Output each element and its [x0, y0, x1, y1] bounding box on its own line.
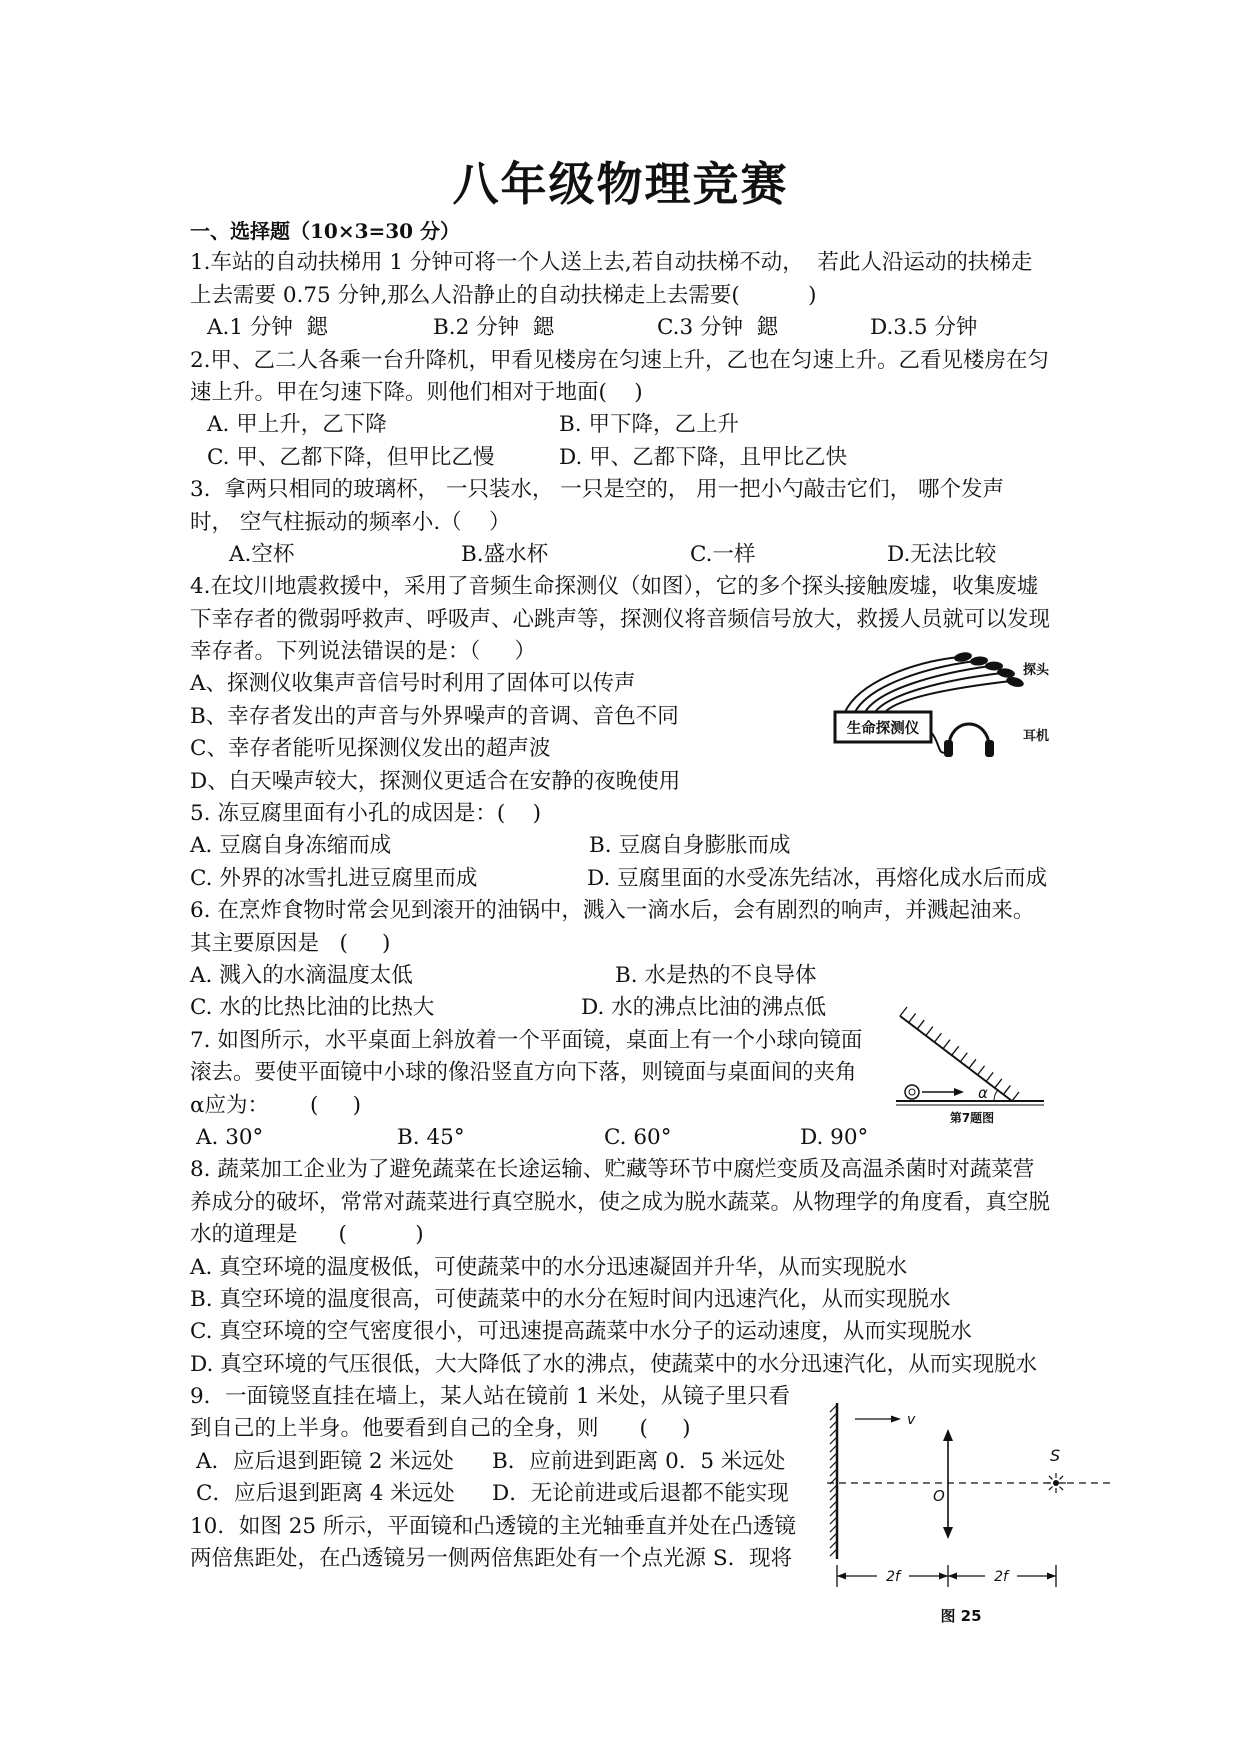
mirror-hatch-mark [952, 1046, 959, 1055]
question-5-stem-line: 5. 冻豆腐里面有小孔的成因是：( ) [190, 801, 541, 827]
option-b: B. 真空环境的温度很高，可使蔬菜中的水分在短时间内迅速汽化，从而实现脱水 [190, 1286, 951, 1312]
option-d: D.3.5 分钟 [870, 315, 978, 341]
mirror-hatch-mark [917, 1020, 924, 1029]
point-light-source [1053, 1480, 1059, 1486]
mirror-hatch-mark [986, 1072, 993, 1081]
velocity-arrowhead [891, 1416, 901, 1423]
option-c: C.一样 [690, 541, 756, 567]
headphone-band [949, 724, 989, 746]
mirror-hatching [900, 1007, 1019, 1101]
mirror-hatch-mark [960, 1053, 967, 1062]
option-d: D. 水的沸点比油的沸点低 [581, 995, 827, 1021]
life-detector-figure [833, 648, 1059, 762]
option-a: A．应后退到距镜 2 米远处 [196, 1448, 454, 1474]
question-4-stem-line: 下幸存者的微弱呼救声、呼吸声、心跳声等，探测仪将音频信号放大，救援人员就可以发现 [190, 606, 1051, 632]
question-4-stem-line: 4.在坟川地震救援中，采用了音频生命探测仪（如图），它的多个探头接触废墟，收集废墟 [190, 574, 1039, 600]
ball [905, 1085, 919, 1099]
light-ray [1060, 1487, 1064, 1491]
option-d: D. 90° [800, 1124, 869, 1150]
headphone-cup [985, 740, 994, 757]
question-7-options [190, 1122, 1090, 1154]
option-b: B．应前进到距离 0．5 米远处 [492, 1448, 786, 1474]
option-d: D．无论前进或后退都不能实现 [492, 1481, 789, 1507]
mirror-hatch-mark [995, 1079, 1002, 1088]
question-5-options [190, 863, 1090, 895]
mirror-hatch-mark [900, 1007, 907, 1016]
question-2-options [190, 409, 1090, 441]
mirror-hatch-mark [943, 1040, 950, 1049]
dimension-arrowhead [948, 1573, 957, 1580]
option-d: D. 甲、乙都下降，且甲比乙快 [559, 444, 848, 470]
option-b: B.盛水杯 [461, 541, 549, 567]
question-6-stem-line: 6. 在烹炸食物时常会见到滚开的油锅中，溅入一滴水后，会有剧烈的响声，并溅起油来。 [190, 898, 1035, 924]
page-title: 八年级物理竞赛 [452, 157, 789, 211]
mirror-lens-figure [827, 1397, 1117, 1633]
mirror-hatch-mark [926, 1027, 933, 1036]
option-d: D.无法比较 [887, 541, 997, 567]
option-a: A. 甲上升，乙下降 [207, 412, 387, 438]
option-b: B、幸存者发出的声音与外界噪声的音调、音色不同 [190, 703, 679, 729]
question-1-stem-line: 上去需要 0.75 分钟,那么人沿静止的自动扶梯走上去需要( ) [190, 282, 817, 308]
question-list [190, 215, 1090, 1575]
mirror-hatch-mark [978, 1066, 985, 1075]
option-b: B.2 分钟 鍶 [433, 315, 555, 341]
mirror-hatch-mark [909, 1014, 916, 1023]
question-5-options [190, 830, 1090, 862]
question-8-stem-line: 8. 蔬菜加工企业为了避免蔬菜在长途运输、贮藏等环节中腐烂变质及高温杀菌时对蔬菜营 [190, 1157, 1035, 1183]
question-8-stem-line: 水的道理是 ( ) [190, 1222, 424, 1248]
dimension-arrowhead [1047, 1573, 1056, 1580]
option-d: D. 豆腐里面的水受冻先结冰，再熔化成水后而成 [587, 865, 1048, 891]
distance-label-left: 2f [886, 1569, 900, 1585]
option-d: D. 真空环境的气压很低，大大降低了水的沸点，使蔬菜中的水分迅速汽化，从而实现脱水 [190, 1351, 1038, 1377]
option-c: C．应后退到距离 4 米远处 [196, 1481, 455, 1507]
question-8-stem-line: 养成分的破坏，常常对蔬菜进行真空脱水，使之成为脱水蔬菜。从物理学的角度看，真空脱 [190, 1189, 1051, 1215]
mirror-hatch-mark [1012, 1092, 1019, 1101]
source-label: S [1050, 1446, 1061, 1465]
detector-label: 生命探测仪 [846, 721, 920, 737]
question-2-stem-line: 2.甲、乙二人各乘一台升降机，甲看见楼房在匀速上升，乙也在匀速上升。乙看见楼房在匀 [190, 347, 1050, 373]
dimension-arrowhead [837, 1573, 846, 1580]
option-a: A. 30° [196, 1124, 264, 1150]
option-a: A. 溅入的水滴温度太低 [190, 962, 413, 988]
probe-label: 探头 [1023, 663, 1050, 678]
question-6-stem-line: 其主要原因是 ( ) [190, 930, 391, 956]
option-b: B. 豆腐自身膨胀而成 [589, 833, 791, 859]
distance-label-right: 2f [994, 1569, 1008, 1585]
option-a: A.1 分钟 鍶 [207, 315, 329, 341]
question-2-stem-line: 速上升。甲在匀速下降。则他们相对于地面( ) [190, 379, 643, 405]
option-c: C. 水的比热比油的比热大 [190, 995, 435, 1021]
motion-arrowhead [954, 1088, 964, 1096]
mirror-hatch-mark [934, 1033, 941, 1042]
angle-label: α [978, 1084, 988, 1102]
question-7-stem-line: α应为： ( ) [190, 1092, 361, 1118]
mirror-hatch-mark [1003, 1085, 1010, 1094]
question-9-stem-line: 9．一面镜竖直挂在墙上，某人站在镜前 1 米处，从镜子里只看 [190, 1384, 791, 1410]
angle-arc [994, 1090, 998, 1101]
option-c: C、幸存者能听见探测仪发出的超声波 [190, 736, 551, 762]
earphone-label: 耳机 [1023, 729, 1050, 744]
question-10-stem-line: 两倍焦距处，在凸透镜另一侧两倍焦距处有一个点光源 S．现将 [190, 1546, 793, 1572]
velocity-label: v [907, 1412, 916, 1428]
question-9-stem-line: 到自己的上半身。他要看到自己的全身，则 ( ) [190, 1416, 691, 1442]
option-b: B. 甲下降，乙上升 [559, 412, 739, 438]
question-7-stem-line: 滚去。要使平面镜中小球的像沿竖直方向下落，则镜面与桌面间的夹角 [190, 1060, 857, 1086]
option-b: B. 45° [397, 1124, 465, 1150]
option-a: A. 豆腐自身冻缩而成 [190, 833, 392, 859]
question-3-stem-line: 时， 空气柱振动的频率小.（ ） [190, 509, 511, 535]
option-c: C. 60° [604, 1124, 672, 1150]
inclined-mirror-figure [892, 1008, 1048, 1126]
lens-arrowhead-top [943, 1429, 953, 1441]
option-a: A.空杯 [229, 541, 295, 567]
question-4-stem-line: 幸存者。下列说法错误的是：（ ） [190, 639, 536, 665]
figure-caption: 图 25 [940, 1607, 982, 1625]
lens-arrowhead-bottom [943, 1527, 953, 1539]
option-a: A. 真空环境的温度极低，可使蔬菜中的水分迅速凝固并升华，从而实现脱水 [190, 1254, 908, 1280]
figure-caption: 第7题图 [949, 1111, 995, 1125]
option-c: C. 外界的冰雪扎进豆腐里而成 [190, 865, 478, 891]
question-7-stem-line: 7. 如图所示，水平桌面上斜放着一个平面镜，桌面上有一个小球向镜面 [190, 1027, 863, 1053]
option-a: A、探测仪收集声音信号时利用了固体可以传声 [190, 671, 636, 697]
question-10-stem-line: 10．如图 25 所示，平面镜和凸透镜的主光轴垂直并处在凸透镜 [190, 1513, 796, 1539]
question-6-options [190, 960, 1090, 992]
question-2-options [190, 442, 1090, 474]
option-d: D、白天噪声较大，探测仪更适合在安静的夜晚使用 [190, 768, 681, 794]
option-c: C. 真空环境的空气密度很小，可迅速提高蔬菜中水分子的运动速度，从而实现脱水 [190, 1319, 972, 1345]
option-c: C. 甲、乙都下降，但甲比乙慢 [207, 444, 495, 470]
option-c: C.3 分钟 鍶 [657, 315, 779, 341]
light-ray [1060, 1476, 1064, 1480]
dimension-arrowhead [939, 1573, 948, 1580]
section-heading: 一、选择题（10×3=30 分） [190, 219, 461, 243]
question-3-options [190, 539, 1090, 571]
light-ray [1049, 1476, 1053, 1480]
optical-center-label: O [933, 1487, 945, 1505]
headphone-cup [944, 740, 953, 757]
question-1-options [190, 312, 1090, 344]
mirror-hatch-mark [969, 1059, 976, 1068]
option-b: B. 水是热的不良导体 [615, 962, 817, 988]
question-3-stem-line: 3. 拿两只相同的玻璃杯， 一只装水， 一只是空的， 用一把小勺敲击它们， 哪个发声 [190, 477, 1005, 503]
light-ray [1049, 1487, 1053, 1491]
question-1-stem-line: 1.车站的自动扶梯用 1 分钟可将一个人送上去,若自动扶梯不动， 若此人沿运动的扶梯走 [190, 250, 1033, 276]
